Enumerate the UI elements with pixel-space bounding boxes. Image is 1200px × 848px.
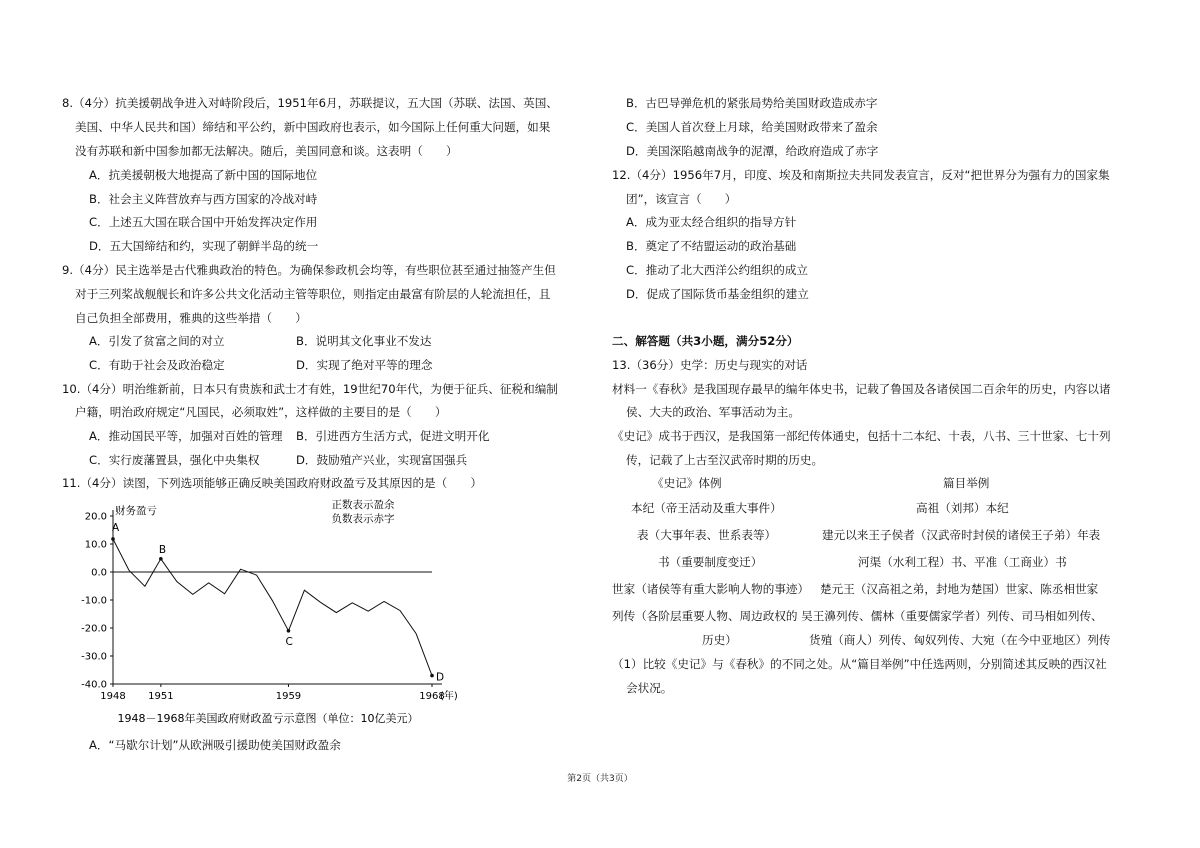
q13-material2-1: 《史记》成书于西汉，是我国第一部纪传体通史，包括十二本纪、十表，八书、三十世家、七十列 <box>612 429 1111 443</box>
q11-stem: 11.（4分）读图，下列选项能够正确反映美国政府财政盈亏及其原因的是（ ） <box>62 476 483 490</box>
annotation-B: B <box>158 543 167 556</box>
q8-stem-1: 8.（4分）抗美援朝战争进入对峙阶段后，1951年6月，苏联提议，五大国（苏联、法国、英国、 <box>62 96 558 110</box>
q8-stem-2: 美国、中华人民共和国）缔结和平公约，新中国政府也表示，如今国际上任何重大问题，如果 <box>75 120 551 134</box>
table-row-2-right: 建元以来王子侯者（汉武帝时封侯的诸侯王子弟）年表 <box>822 528 1101 542</box>
q12-option-b[interactable]: B．奠定了不结盟运动的政治基础 <box>626 239 797 253</box>
table-row-5-right2: 货殖（商人）列传、匈奴列传、大宛（在今中亚地区）列传 <box>809 633 1111 647</box>
q13-sub1-1: （1）比较《史记》与《春秋》的不同之处。从“篇目举例”中任选两则，分别简述其反映的西汉社 <box>612 657 1107 671</box>
y-tick-label: 10.0 <box>84 539 107 551</box>
q8-option-c[interactable]: C．上述五大国在联合国中开始发挥决定作用 <box>89 215 318 229</box>
q10-stem-2: 户籍，明治政府规定“凡国民，必须取姓”，这样做的主要目的是（ ） <box>75 405 447 419</box>
table-row-5-left2: 历史） <box>702 633 737 647</box>
q8-stem-3: 没有苏联和新中国参加都无法解决。随后，美国同意和谈。这表明（ ） <box>75 144 458 158</box>
q13-material1-1: 材料一《春秋》是我国现存最早的编年体史书，记载了鲁国及各诸侯国二百余年的历史，内容以诸 <box>612 382 1111 396</box>
q10-option-d[interactable]: D．鼓励殖产兴业，实现富国强兵 <box>296 453 468 467</box>
q11-option-c[interactable]: C．美国人首次登上月球，给美国财政带来了盈余 <box>626 120 878 134</box>
marker-C <box>287 629 291 633</box>
q8-option-a[interactable]: A．抗美援朝极大地提高了新中国的国际地位 <box>89 168 318 182</box>
page-footer: 第2页（共3页） <box>567 774 633 784</box>
q13-sub1-2: 会状况。 <box>626 681 673 695</box>
legend-positive: 正数表示盈余 <box>331 499 395 511</box>
x-tick-label: 1951 <box>148 691 174 702</box>
q9-option-d[interactable]: D．实现了绝对平等的理念 <box>296 358 433 372</box>
q8-option-b[interactable]: B．社会主义阵营放弃与西方国家的冷战对峙 <box>89 192 318 206</box>
q10-option-c[interactable]: C．实行废藩置县，强化中央集权 <box>89 453 260 467</box>
q11-option-d[interactable]: D．美国深陷越南战争的泥潭，给政府造成了赤字 <box>626 144 879 158</box>
table-row-4-left: 世家（诸侯等有重大影响人物的事迹） <box>612 582 810 596</box>
q9-stem-1: 9.（4分）民主选举是古代雅典政治的特色。为确保参政机会均等，有些职位甚至通过抽签产生但 <box>62 263 556 277</box>
x-tick-label: 1948 <box>100 691 126 702</box>
table-row-3-left: 书（重要制度变迁） <box>658 555 763 569</box>
q10-option-b[interactable]: B．引进西方生活方式，促进文明开化 <box>296 429 490 443</box>
table-row-3-right: 河渠（水利工程）书、平准（工商业）书 <box>858 555 1067 569</box>
table-head-examples: 篇目举例 <box>943 476 990 490</box>
y-tick-label: -40.0 <box>81 679 107 691</box>
annotation-C: C <box>285 635 293 648</box>
q13-stem: 13.（36分）史学：历史与现实的对话 <box>612 358 808 372</box>
q10-option-a[interactable]: A．推动国民平等，加强对百姓的管理 <box>89 429 283 443</box>
y-tick-label: -10.0 <box>81 595 107 607</box>
y-tick-label: 20.0 <box>84 511 107 523</box>
marker-A <box>111 537 115 541</box>
q13-material1-2: 侯、大夫的政治、军事活动为主。 <box>626 405 800 419</box>
table-row-4-right: 楚元王（汉高祖之弟，封地为楚国）世家、陈丞相世家 <box>820 582 1099 596</box>
x-tick-label: 1959 <box>275 691 302 702</box>
chart-title: 1948－1968年美国政府财政盈亏示意图（单位：10亿美元） <box>117 712 419 725</box>
q13-material2-2: 传，记载了上古至汉武帝时期的历史。 <box>626 453 824 467</box>
legend-negative: 负数表示赤字 <box>331 513 395 525</box>
table-head-genre: 《史记》体例 <box>652 476 722 490</box>
q9-option-b[interactable]: B．说明其文化事业不发达 <box>296 334 432 348</box>
q11-option-a[interactable]: A．“马歇尔计划”从欧洲吸引援助使美国财政盈余 <box>89 738 341 752</box>
table-row-1-left: 本纪（帝王活动及重大事件） <box>631 501 782 515</box>
y-tick-label: -20.0 <box>81 623 107 635</box>
table-row-5-line1: 列传（各阶层重要人物、周边政权的 吴王濞列传、儒林（重要儒家学者）列传、司马相如列传、 <box>612 609 1103 623</box>
annotation-D: D <box>436 671 445 684</box>
q8-option-d[interactable]: D．五大国缔结和约，实现了朝鲜半岛的统一 <box>89 239 319 253</box>
q12-stem-1: 12.（4分）1956年7月，印度、埃及和南斯拉夫共同发表宣言，反对“把世界分为强有力的国家集 <box>612 168 1110 182</box>
y-axis-label: 财务盈亏 <box>115 505 157 517</box>
q9-stem-3: 自己负担全部费用，雅典的这些举措（ ） <box>75 311 307 325</box>
x-tick-label: 1968 <box>419 691 445 702</box>
q11-option-b[interactable]: B．古巴导弹危机的紧张局势给美国财政造成赤字 <box>626 96 878 110</box>
deficit-chart <box>68 496 468 732</box>
q9-option-a[interactable]: A．引发了贫富之间的对立 <box>89 334 225 348</box>
x-axis-label: (年) <box>440 691 458 702</box>
marker-B <box>159 557 163 561</box>
q9-stem-2: 对于三列桨战舰舰长和许多公共文化活动主管等职位，则指定由最富有阶层的人轮流担任，且 <box>75 287 551 301</box>
q12-option-c[interactable]: C．推动了北大西洋公约组织的成立 <box>626 263 809 277</box>
y-tick-label: 0.0 <box>91 567 107 579</box>
section-heading: 二、解答题（共3小题，满分52分） <box>612 334 799 348</box>
q12-option-d[interactable]: D．促成了国际货币基金组织的建立 <box>626 287 809 301</box>
y-tick-label: -30.0 <box>81 651 107 663</box>
annotation-A: A <box>112 521 120 534</box>
marker-D <box>430 674 434 678</box>
q9-option-c[interactable]: C．有助于社会及政治稳定 <box>89 358 225 372</box>
q10-stem-1: 10.（4分）明治维新前，日本只有贵族和武士才有姓，19世纪70年代，为便于征兵、征税和编制 <box>62 382 558 396</box>
table-row-2-left: 表（大事年表、世系表等） <box>637 528 777 542</box>
q12-option-a[interactable]: A．成为亚太经合组织的指导方针 <box>626 215 797 229</box>
table-row-1-right: 高祖（刘邦）本纪 <box>916 501 1009 515</box>
q12-stem-2: 团”，该宣言（ ） <box>626 192 737 206</box>
